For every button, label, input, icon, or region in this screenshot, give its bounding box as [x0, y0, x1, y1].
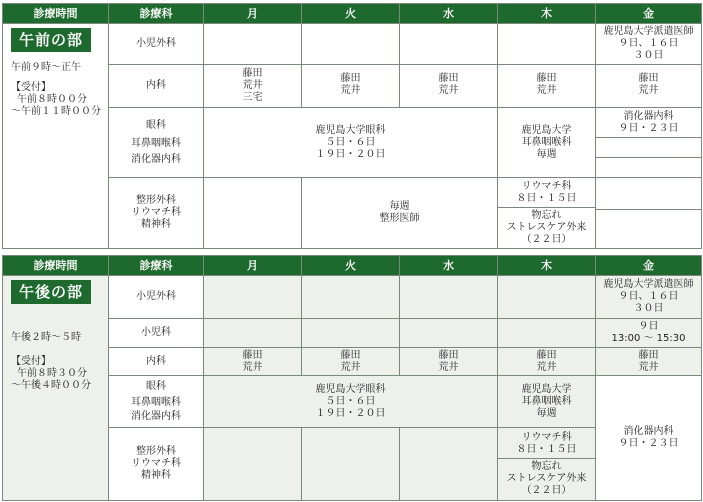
text-line: ９日・２３日 — [618, 122, 679, 134]
header-dept: 診療科 — [109, 256, 204, 276]
text-line: 藤田 — [242, 349, 263, 361]
dept-pediatrics: 小児科 — [109, 319, 204, 348]
fri-pediatric-surgery-cell — [596, 24, 702, 65]
tue-internal-cell — [302, 65, 400, 108]
text-line: ５日・６日 — [325, 395, 376, 407]
header-tue: 火 — [302, 256, 400, 276]
cell-empty — [302, 319, 400, 348]
dept-gastro: 消化器内科 — [131, 153, 181, 165]
fri-pediatric-surgery-cell — [596, 276, 702, 319]
text-line: ９日 — [638, 321, 659, 332]
dept-ent: 耳鼻咽喉科 — [131, 396, 181, 408]
am-hours: 午前９時～正午 — [11, 62, 81, 73]
header-row — [3, 256, 702, 276]
text-line: 藤田 — [536, 349, 557, 361]
cell-empty — [596, 158, 702, 178]
text-line: 荒井 — [242, 361, 263, 373]
header-time: 診療時間 — [3, 4, 109, 24]
header-wed: 水 — [400, 4, 498, 24]
pm-time-cell — [3, 276, 109, 501]
thu-rheum-box — [498, 179, 595, 208]
cell-empty — [302, 24, 400, 65]
text-line: 鹿児島大学眼科 — [315, 124, 386, 136]
thu-stress-box — [498, 208, 595, 248]
mon-internal-cell — [204, 348, 302, 376]
dept-ortho-rheum-psych — [109, 428, 204, 501]
text-line: リウマチ科 — [521, 431, 572, 443]
text-line: 毎週 — [536, 407, 557, 419]
header-mon: 月 — [204, 256, 302, 276]
header-thu: 木 — [498, 256, 596, 276]
pm-reception-start: 午前８時３０分 — [17, 368, 87, 379]
header-dept: 診療科 — [109, 4, 204, 24]
text-line: １９日・２０日 — [315, 148, 386, 160]
dept-orthopedics: 整形外科 — [136, 195, 176, 206]
text-line: （２２日） — [521, 484, 572, 496]
afternoon-schedule-table — [2, 255, 702, 501]
morning-schedule-table — [2, 3, 702, 249]
dept-internal: 内科 — [109, 348, 204, 376]
text-line: ３０日 — [633, 303, 664, 314]
text-line: 荒井 — [438, 361, 459, 373]
cell-empty — [302, 276, 400, 319]
wed-internal-cell — [400, 348, 498, 376]
text-line: 藤田 — [340, 349, 361, 361]
text-line: 荒井 — [536, 85, 557, 96]
dept-eye-ent-gastro — [109, 108, 204, 178]
tue-internal-cell — [302, 348, 400, 376]
table-row — [3, 24, 702, 65]
pm-section-label: 午後の部 — [11, 280, 91, 304]
am-time-cell — [3, 24, 109, 249]
text-line: 藤田 — [242, 68, 263, 79]
text-line: ストレスケア外来 — [506, 221, 587, 233]
pm-reception-end: ～午後４時００分 — [11, 380, 91, 391]
cell-empty — [400, 428, 498, 501]
text-line: 荒井 — [536, 361, 557, 373]
am-reception-title: 【受付】 — [11, 82, 51, 93]
mon-internal-cell — [204, 65, 302, 108]
text-line: 荒井 — [638, 85, 659, 96]
text-line: 整形医師 — [379, 213, 420, 224]
text-line: 荒井 — [242, 80, 263, 91]
dept-pediatric-surgery: 小児外科 — [109, 276, 204, 319]
thu-internal-cell — [498, 65, 596, 108]
dept-ortho-rheum-psych — [109, 178, 204, 249]
text-line: ３０日 — [633, 50, 664, 61]
dept-rheumatology: リウマチ科 — [131, 458, 181, 469]
dept-eye-ent-gastro — [109, 376, 204, 428]
cell-empty — [302, 428, 400, 501]
text-line: 物忘れ — [531, 460, 562, 472]
text-line: 藤田 — [638, 349, 659, 361]
text-line: 荒井 — [340, 361, 361, 373]
thu-internal-cell — [498, 348, 596, 376]
am-reception-start: 午前８時００分 — [17, 94, 87, 105]
dept-ent: 耳鼻咽喉科 — [131, 137, 181, 149]
cell-empty — [204, 319, 302, 348]
text-line: ８日・１５日 — [516, 192, 577, 204]
text-line: 鹿児島大学 — [521, 383, 572, 395]
cell-empty — [204, 428, 302, 501]
thu-stress-box — [498, 459, 595, 499]
thu-rheum-stress-cell — [498, 178, 596, 249]
fri-internal-cell — [596, 65, 702, 108]
text-line: 藤田 — [438, 349, 459, 361]
header-mon: 月 — [204, 4, 302, 24]
header-row — [3, 4, 702, 24]
cell-empty — [204, 276, 302, 319]
thu-ent-cell — [498, 376, 596, 428]
cell-empty — [498, 276, 596, 319]
header-fri: 金 — [596, 256, 702, 276]
cell-empty — [204, 178, 302, 249]
text-line: 荒井 — [438, 85, 459, 96]
text-line: 物忘れ — [531, 209, 562, 221]
text-line: 荒井 — [638, 361, 659, 373]
dept-ophthalmology: 眼科 — [146, 380, 166, 392]
text-line: 藤田 — [536, 73, 557, 84]
text-line: ９日・２３日 — [618, 438, 679, 449]
header-thu: 木 — [498, 4, 596, 24]
text-line: 消化器内科 — [623, 426, 674, 437]
dept-internal: 内科 — [109, 65, 204, 108]
fri-pediatrics-cell — [596, 319, 702, 348]
dept-ophthalmology: 眼科 — [146, 119, 166, 131]
cell-empty — [400, 24, 498, 65]
text-line: ストレスケア外来 — [506, 472, 587, 484]
text-line: 荒井 — [340, 85, 361, 96]
cell-empty — [596, 178, 702, 249]
dept-gastro: 消化器内科 — [131, 410, 181, 422]
cell-empty — [204, 24, 302, 65]
text-line: 鹿児島大学眼科 — [315, 383, 386, 395]
cell-empty — [596, 138, 702, 158]
header-tue: 火 — [302, 4, 400, 24]
text-line: ９日、１６日 — [618, 291, 679, 302]
fri-internal-cell — [596, 348, 702, 376]
fri-gastro-cell — [596, 108, 702, 138]
text-line: リウマチ科 — [521, 180, 572, 192]
fri-ortho-lower — [596, 210, 701, 248]
pm-reception-title: 【受付】 — [11, 356, 51, 367]
fri-gastro-cell — [596, 376, 702, 501]
pm-hours: 午後２時～５時 — [11, 332, 81, 343]
dept-pediatric-surgery: 小児外科 — [109, 24, 204, 65]
text-line: 13:00 ～ 15:30 — [611, 333, 686, 344]
cell-empty — [498, 319, 596, 348]
eye-schedule-cell — [204, 108, 498, 178]
dept-psychiatry: 精神科 — [141, 219, 171, 230]
text-line: 藤田 — [438, 73, 459, 84]
text-line: ８日・１５日 — [516, 443, 577, 455]
text-line: 鹿児島大学 — [521, 124, 572, 136]
text-line: 鹿児島大学派遣医師 — [603, 279, 694, 290]
text-line: 消化器内科 — [623, 110, 674, 122]
header-time: 診療時間 — [3, 256, 109, 276]
ortho-schedule-cell — [302, 178, 498, 249]
wed-internal-cell — [400, 65, 498, 108]
dept-psychiatry: 精神科 — [141, 470, 171, 481]
text-line: ９日、１６日 — [618, 38, 679, 49]
thu-ent-cell — [498, 108, 596, 178]
text-line: ５日・６日 — [325, 136, 376, 148]
thu-rheum-box — [498, 430, 595, 459]
text-line: 鹿児島大学派遣医師 — [603, 26, 694, 37]
text-line: 藤田 — [638, 73, 659, 84]
table-row — [3, 276, 702, 319]
dept-rheumatology: リウマチ科 — [131, 207, 181, 218]
cell-empty — [400, 319, 498, 348]
dept-orthopedics: 整形外科 — [136, 446, 176, 457]
thu-rheum-stress-cell — [498, 428, 596, 501]
text-line: 耳鼻咽喉科 — [521, 136, 572, 148]
text-line: 三宅 — [242, 92, 263, 103]
text-line: １９日・２０日 — [315, 407, 386, 419]
header-fri: 金 — [596, 4, 702, 24]
text-line: 毎週 — [389, 201, 410, 212]
fri-ortho-upper — [596, 179, 701, 210]
text-line: 毎週 — [536, 148, 557, 160]
text-line: （２２日） — [521, 233, 572, 245]
text-line: 藤田 — [340, 73, 361, 84]
header-wed: 水 — [400, 256, 498, 276]
text-line: 耳鼻咽喉科 — [521, 395, 572, 407]
am-section-label: 午前の部 — [11, 28, 91, 52]
am-reception-end: ～午前１１時００分 — [11, 106, 101, 117]
eye-schedule-cell — [204, 376, 498, 428]
cell-empty — [400, 276, 498, 319]
cell-empty — [498, 24, 596, 65]
